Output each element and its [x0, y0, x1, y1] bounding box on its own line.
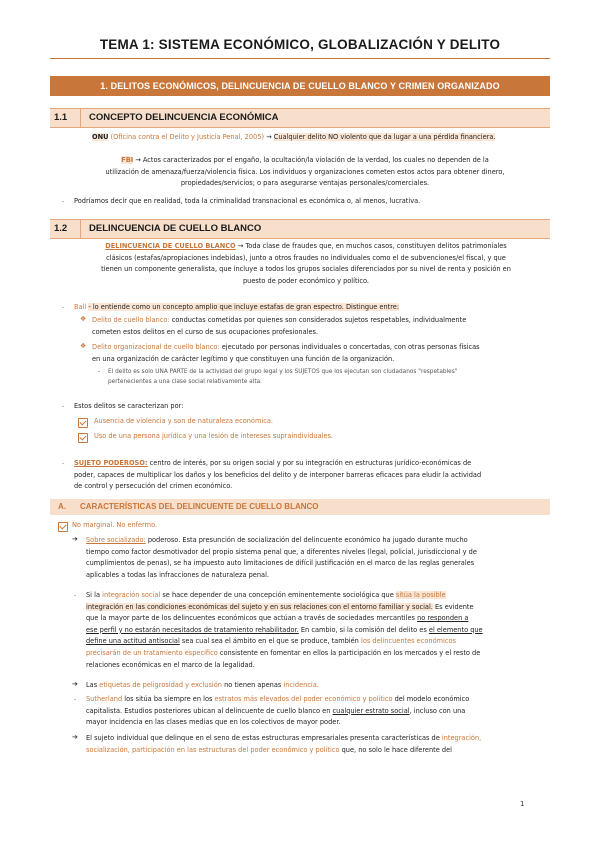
text-span: no tienen apenas — [224, 681, 282, 689]
fbi-line-3: propiedades/servicios; o para asegurarse ventajas personales/comerciales. — [180, 179, 430, 188]
subsection-a-label: A. — [58, 502, 66, 511]
orange-span: integración, — [441, 734, 482, 742]
checkbox-icon — [58, 522, 68, 532]
ball-intro — [74, 302, 544, 314]
text-span: mayor incidencia en las clases medias que en los colectivos de mayor poder. — [86, 718, 341, 727]
subsection-title: DELINCUENCIA DE CUELLO BLANCO — [89, 223, 262, 234]
ball-item-line-1: conductas cometidas por quienes son considerados sujetos respetables, individualmente — [171, 316, 467, 324]
subsection-title: CONCEPTO DELINCUENCIA ECONÓMICA — [89, 112, 279, 123]
text-span: que, no solo le hace diferente del — [341, 745, 452, 754]
bullet-dot: . — [74, 590, 77, 598]
onu-arrow: → — [266, 133, 272, 141]
highlight-span: integración en las condiciones económicas del sujeto y en sus relaciones con el entorno familiar y social. — [86, 602, 433, 611]
diamond-bullet-icon: ❖ — [80, 342, 87, 350]
ball-item-line-2: en una organización de carácter legítimo y que constituyen una función de la organización. — [92, 354, 395, 363]
conclusion-text: Podríamos decir que en realidad, toda la criminalidad transnacional es económica o, al menos, lucrativa. — [74, 197, 421, 205]
etiquetas-item — [86, 680, 552, 692]
arrow-bullet-icon: ➔ — [72, 680, 78, 688]
onu-org: (Oficina contra el Delito y Justicia Penal, 2005) — [110, 133, 265, 141]
arrow-bullet-icon: ➔ — [72, 535, 78, 543]
ball-item-label: Delito organizacional de cuello blanco: — [92, 343, 220, 351]
feature-item: Ausencia de violencia y son de naturaleza económica. — [94, 417, 273, 425]
ball-item-2 — [92, 342, 554, 365]
orange-span: los delincuentes económicos — [360, 637, 456, 646]
sutherland-item — [86, 694, 552, 729]
fbi-line-2: utilización de amenaza/fuerza/violencia física. Los individuos y organizaciones cometen estos actos para obtener dinero, — [105, 167, 505, 176]
integracion-social-term: integración social — [102, 591, 161, 599]
title-underline — [50, 58, 550, 59]
text-span: que la mayor parte de los delincuentes económicos que actúan a través de sociedades mercantiles — [86, 614, 415, 623]
ball-note-line-2: pertenecientes a una clase social relativamente alta. — [108, 379, 262, 385]
onu-def: Cualquier delito NO violento que da lugar a una pérdida financiera. — [273, 133, 496, 141]
bullet-dot: . — [74, 694, 77, 702]
underline-span: no responden a — [417, 614, 469, 623]
sujeto-line-1: centro de interés, por su origen social y por su integración en estructuras jurídico-económicas de — [149, 459, 472, 467]
section-1-banner: 1. DELITOS ECONÓMICOS, DELINCUENCIA DE CUELLO BLANCO Y CRIMEN ORGANIZADO — [50, 76, 550, 96]
text-span: se hace depender de una concepción eminentemente sociológica que — [162, 591, 394, 599]
socializado-line-1: poderoso. Esta presunción de socialización del delincuente económico ha jugado durante mucho — [147, 536, 468, 544]
orange-span: precisarán de un tratamiento específico — [86, 648, 218, 657]
text-span: los sitúa ba siempre en los — [124, 695, 213, 703]
ball-item-line-2: cometen estos delitos en el curso de sus ocupaciones profesionales. — [92, 327, 319, 336]
fbi-line-1: → Actos caracterizados por el engaño, la ocultación/la violación de la verdad, los cuales no dependen de la — [135, 156, 489, 164]
diamond-bullet-icon: ❖ — [80, 315, 87, 323]
socializado-item — [86, 535, 552, 581]
page-number: 1 — [520, 800, 525, 808]
arrow-bullet-icon: ➔ — [72, 733, 78, 741]
subsection-number: 1.1 — [50, 109, 81, 127]
ball-item-label: Delito de cuello blanco: — [92, 316, 170, 324]
checkbox-icon — [78, 418, 88, 428]
socializado-line-2: tiempo como factor desmotivador del propio sistema penal que, a diferentes niveles (legal, policial, jurisdiccional y de — [86, 547, 477, 556]
onu-definition — [92, 132, 562, 144]
dash-bullet: - — [98, 369, 101, 375]
sutherland-name: Sutherland — [86, 695, 123, 703]
dcb-line-4: puesto de poder económico y político. — [242, 276, 370, 285]
ball-text: - lo entiende como un concepto amplio que incluye estafas de gran espectro. Distingue entre: — [88, 303, 400, 311]
ball-name: Ball — [74, 303, 87, 311]
text-span: sea cual sea el ámbito en el que se produce, también — [181, 637, 359, 646]
onu-label: ONU — [92, 133, 109, 141]
subsection-1-2-header — [50, 219, 550, 239]
underline-span: cualquier estrato social — [332, 706, 410, 715]
highlight-span: sitúa la posible — [395, 591, 446, 599]
sujeto-label: SUJETO PODEROSO: — [74, 459, 148, 467]
subsection-a-title: CARACTERÍSTICAS DEL DELINCUENTE DE CUELLO BLANCO — [80, 502, 319, 511]
subsection-a-header — [50, 499, 550, 515]
sujeto-poderoso — [74, 458, 552, 493]
underline-span: define una actitud antisocial — [86, 637, 180, 646]
text-span: Las — [86, 681, 98, 689]
socializado-label: Sobre socializado: — [86, 536, 146, 544]
text-span: capitalista. Estudios posteriores ubican al delincuente de cuello blanco en — [86, 706, 331, 715]
sujeto-line-2: poder, capaces de multiplicar los daños y los beneficios del delito y de interponer barreras eficaces para eludir la actividad — [74, 470, 482, 479]
socializado-line-3: cumplimientos de penas), se ha impuesto auto limitaciones de difícil justificación en el marco de las reglas generales — [86, 559, 475, 568]
checkbox-icon — [78, 433, 88, 443]
features-intro: Estos delitos se caracterizan por: — [74, 402, 184, 410]
underline-span: el elemento que — [428, 625, 483, 634]
text-span: del modelo económico — [394, 695, 470, 703]
dcb-line-3: tienen un componente generalista, que incluye a todos los grupos sociales diferenciados por su nivel de renta y posición en — [101, 265, 511, 274]
text-span: Si la — [86, 591, 100, 599]
fbi-label: FBI — [121, 156, 134, 164]
integracion-item — [86, 590, 552, 671]
no-marginal-text: No marginal. No enfermo. — [72, 521, 158, 529]
bullet-dot: . — [62, 401, 65, 409]
individual-item — [86, 733, 552, 756]
dcb-line-2: clásicos (estafas/apropiaciones indebidas), junto a otros fraudes no individuales como el de subvenciones/el fiscal, y que — [106, 253, 506, 262]
sujeto-line-3: de control y persecución del crimen económico. — [74, 482, 233, 491]
orange-span: etiquetas de peligrosidad y exclusión — [99, 681, 222, 689]
dcb-definition — [62, 241, 550, 287]
text-span: Es evidente — [435, 602, 474, 611]
ball-note — [98, 367, 554, 387]
ball-item-1 — [92, 315, 552, 338]
bullet-dot: . — [62, 302, 65, 310]
socializado-line-4: aplicables a todas las infracciones de naturaleza penal. — [86, 570, 269, 579]
bullet-dot: . — [62, 196, 65, 204]
orange-span: estratos más elevados del poder económico y político — [214, 695, 393, 703]
fbi-definition — [60, 155, 550, 190]
subsection-1-1-header — [50, 108, 550, 128]
bullet-dot: . — [62, 458, 65, 466]
text-span: consistente en fomentar en ellos la participación en los mercados y el resto de — [219, 648, 481, 657]
dcb-label: DELINCUENCIA DE CUELLO BLANCO — [105, 242, 236, 250]
document-title: TEMA 1: SISTEMA ECONÓMICO, GLOBALIZACIÓN Y DELITO — [99, 37, 501, 52]
orange-span: socialización, participación en las estructuras del poder económico y político — [86, 745, 340, 754]
feature-item: Uso de una persona jurídica y una lesión de intereses supraindividuales. — [94, 432, 334, 440]
underline-span: ese perfil y no estarán necesitados de tratamiento rehabilitador. — [86, 625, 299, 634]
ball-note-line-1: El delito es solo UNA PARTE de la actividad del grupo legal y los SUJETOS que los ejecutan son ciudadanos "respetables" — [108, 369, 458, 375]
text-span: El sujeto individual que delinque en el seno de estas estructuras empresariales presenta características de — [86, 734, 440, 742]
text-span: En cambio, si la comisión del delito es — [300, 625, 427, 634]
ball-item-line-1: ejecutado por personas individuales o concertadas, con otras personas físicas — [221, 343, 480, 351]
orange-span: incidencia. — [283, 681, 319, 689]
text-span: , incluso con una — [409, 706, 466, 715]
dcb-line-1: → Toda clase de fraudes que, en muchos casos, constituyen delitos patrimoniales — [237, 242, 507, 250]
subsection-number: 1.2 — [50, 220, 81, 238]
text-span: relaciones económicas en el marco de la legalidad. — [86, 660, 255, 669]
